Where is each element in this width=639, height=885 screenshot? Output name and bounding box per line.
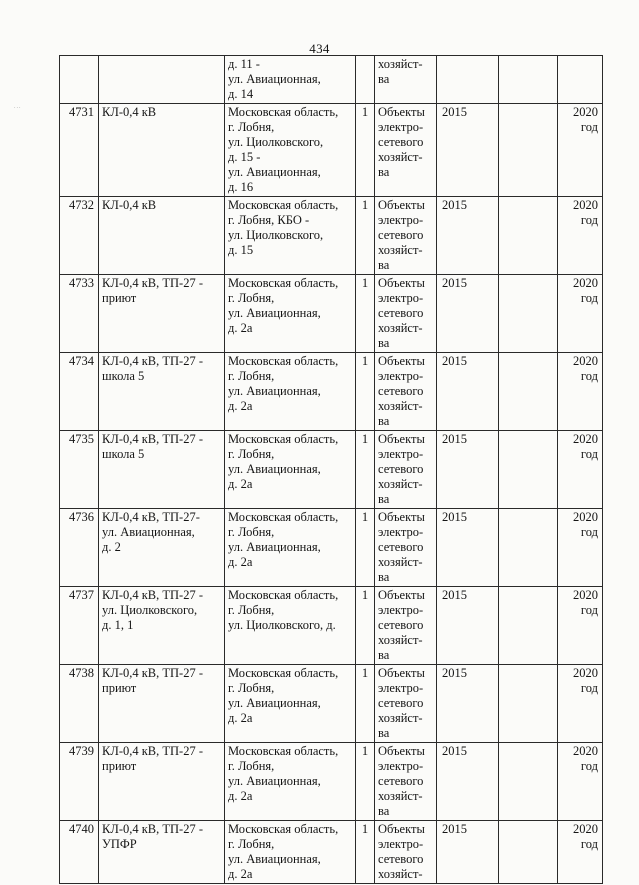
object-type: Объекты электро- сетевого хозяйст- ва — [375, 104, 437, 197]
deadline-year: 2020 год — [558, 665, 603, 743]
object-type: Объекты электро- сетевого хозяйст- — [375, 821, 437, 884]
object-address: Московская область, г. Лобня, ул. Авиационная, д. 2а — [225, 275, 356, 353]
empty-cell — [499, 509, 558, 587]
object-address: Московская область, г. Лобня, ул. Циолковского, д. 15 - ул. Авиационная, д. 16 — [225, 104, 356, 197]
object-address: Московская область, г. Лобня, ул. Авиационная, д. 2а — [225, 821, 356, 884]
object-type: Объекты электро- сетевого хозяйст- ва — [375, 353, 437, 431]
table-row — [60, 509, 603, 587]
table-row — [60, 665, 603, 743]
object-name: КЛ-0,4 кВ, ТП-27 - приют — [99, 665, 225, 743]
row-number: 4736 — [60, 509, 99, 587]
page-number: 434 — [309, 41, 330, 56]
object-name: КЛ-0,4 кВ, ТП-27 - школа 5 — [99, 353, 225, 431]
object-address: Московская область, г. Лобня, ул. Авиационная, д. 2а — [225, 665, 356, 743]
commission-year: 2015 — [437, 431, 499, 509]
deadline-year: 2020 год — [558, 104, 603, 197]
object-type: Объекты электро- сетевого хозяйст- ва — [375, 665, 437, 743]
empty-cell — [499, 665, 558, 743]
table-row — [60, 587, 603, 665]
object-quantity: 1 — [356, 104, 375, 197]
row-number: 4738 — [60, 665, 99, 743]
row-number: 4735 — [60, 431, 99, 509]
table-row — [60, 743, 603, 821]
object-type: Объекты электро- сетевого хозяйст- ва — [375, 743, 437, 821]
object-address: Московская область, г. Лобня, ул. Циолковского, д. — [225, 587, 356, 665]
empty-cell — [499, 56, 558, 104]
object-quantity: 1 — [356, 743, 375, 821]
object-address: Московская область, г. Лобня, КБО - ул. Циолковского, д. 15 — [225, 197, 356, 275]
row-number: 4739 — [60, 743, 99, 821]
object-name: КЛ-0,4 кВ, ТП-27 - УПФР — [99, 821, 225, 884]
deadline-year: 2020 год — [558, 197, 603, 275]
object-address: д. 11 - ул. Авиационная, д. 14 — [225, 56, 356, 104]
object-type: Объекты электро- сетевого хозяйст- ва — [375, 509, 437, 587]
deadline-year: 2020 год — [558, 587, 603, 665]
object-name: КЛ-0,4 кВ — [99, 104, 225, 197]
object-quantity: 1 — [356, 353, 375, 431]
commission-year: 2015 — [437, 509, 499, 587]
deadline-year — [558, 56, 603, 104]
continuation-row — [60, 56, 603, 104]
commission-year: 2015 — [437, 743, 499, 821]
object-type: Объекты электро- сетевого хозяйст- ва — [375, 197, 437, 275]
commission-year: 2015 — [437, 197, 499, 275]
object-quantity: 1 — [356, 275, 375, 353]
deadline-year: 2020 год — [558, 821, 603, 884]
object-type: Объекты электро- сетевого хозяйст- ва — [375, 275, 437, 353]
commission-year: 2015 — [437, 665, 499, 743]
object-name: КЛ-0,4 кВ, ТП-27 - приют — [99, 275, 225, 353]
object-type: Объекты электро- сетевого хозяйст- ва — [375, 431, 437, 509]
object-name: КЛ-0,4 кВ, ТП-27 - школа 5 — [99, 431, 225, 509]
object-quantity: 1 — [356, 431, 375, 509]
row-number: 4734 — [60, 353, 99, 431]
object-type: хозяйст- ва — [375, 56, 437, 104]
object-quantity — [356, 56, 375, 104]
empty-cell — [499, 743, 558, 821]
object-name: КЛ-0,4 кВ, ТП-27 - ул. Циолковского, д. 1, 1 — [99, 587, 225, 665]
commission-year: 2015 — [437, 353, 499, 431]
row-number: 4737 — [60, 587, 99, 665]
empty-cell — [499, 587, 558, 665]
row-number — [60, 56, 99, 104]
table-row — [60, 104, 603, 197]
deadline-year: 2020 год — [558, 353, 603, 431]
empty-cell — [499, 821, 558, 884]
margin-scan-mark: ... — [14, 104, 22, 110]
deadline-year: 2020 год — [558, 743, 603, 821]
empty-cell — [499, 431, 558, 509]
object-quantity: 1 — [356, 197, 375, 275]
object-address: Московская область, г. Лобня, ул. Авиационная, д. 2а — [225, 509, 356, 587]
empty-cell — [499, 353, 558, 431]
row-number: 4732 — [60, 197, 99, 275]
commission-year: 2015 — [437, 821, 499, 884]
deadline-year: 2020 год — [558, 275, 603, 353]
commission-year: 2015 — [437, 275, 499, 353]
object-quantity: 1 — [356, 509, 375, 587]
empty-cell — [499, 104, 558, 197]
row-number: 4731 — [60, 104, 99, 197]
object-type: Объекты электро- сетевого хозяйст- ва — [375, 587, 437, 665]
deadline-year: 2020 год — [558, 431, 603, 509]
object-quantity: 1 — [356, 587, 375, 665]
object-quantity: 1 — [356, 821, 375, 884]
object-name: КЛ-0,4 кВ, ТП-27 - приют — [99, 743, 225, 821]
table-row — [60, 431, 603, 509]
registry-table — [59, 55, 603, 884]
table-row — [60, 821, 603, 884]
empty-cell — [499, 197, 558, 275]
object-quantity: 1 — [356, 665, 375, 743]
commission-year — [437, 56, 499, 104]
commission-year: 2015 — [437, 104, 499, 197]
object-name: КЛ-0,4 кВ, ТП-27- ул. Авиационная, д. 2 — [99, 509, 225, 587]
commission-year: 2015 — [437, 587, 499, 665]
table-row — [60, 353, 603, 431]
empty-cell — [499, 275, 558, 353]
object-name — [99, 56, 225, 104]
object-address: Московская область, г. Лобня, ул. Авиационная, д. 2а — [225, 353, 356, 431]
registry-table-body — [60, 56, 603, 884]
deadline-year: 2020 год — [558, 509, 603, 587]
object-address: Московская область, г. Лобня, ул. Авиационная, д. 2а — [225, 743, 356, 821]
table-row — [60, 275, 603, 353]
row-number: 4740 — [60, 821, 99, 884]
object-address: Московская область, г. Лобня, ул. Авиационная, д. 2а — [225, 431, 356, 509]
table-row — [60, 197, 603, 275]
object-name: КЛ-0,4 кВ — [99, 197, 225, 275]
row-number: 4733 — [60, 275, 99, 353]
